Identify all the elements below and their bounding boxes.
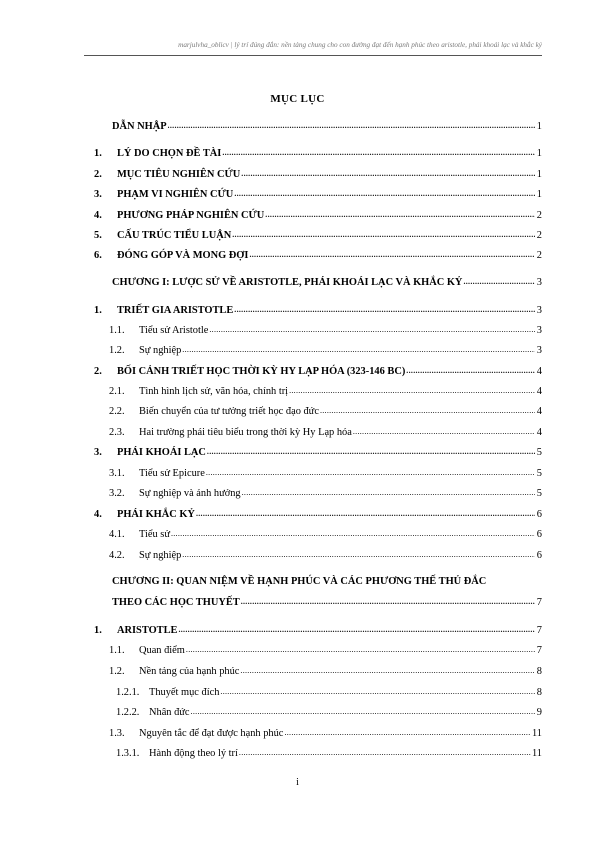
- toc-page-number: 2: [536, 230, 542, 241]
- toc-page-number: 6: [536, 509, 542, 520]
- toc-page-number: 5: [536, 447, 542, 458]
- dot-leader: [240, 664, 535, 677]
- toc-page-number: 1: [536, 169, 542, 180]
- dot-leader: [168, 119, 535, 132]
- toc-page-number: 3: [536, 305, 542, 316]
- toc-entry[interactable]: [109, 344, 542, 357]
- toc-entry-text: THEO CÁC HỌC THUYẾT: [112, 597, 240, 608]
- toc-entry-number: 1.: [94, 625, 102, 636]
- dot-leader: [463, 275, 535, 288]
- toc-entry-text: MỤC TIÊU NGHIÊN CỨU: [117, 169, 241, 180]
- toc-entry-text: LÝ DO CHỌN ĐỀ TÀI: [117, 148, 222, 159]
- toc-page-number: 7: [536, 645, 542, 656]
- toc-page-number: 7: [536, 625, 542, 636]
- toc-entry-number: 1.1.: [109, 325, 125, 336]
- toc-entry-text: Tiểu sử Epicure: [139, 468, 205, 479]
- toc-page-number: 3: [536, 345, 542, 356]
- toc-entry-text: ARISTOTLE: [117, 625, 178, 636]
- toc-entry[interactable]: [109, 487, 542, 500]
- dot-leader: [171, 527, 535, 540]
- dot-leader: [220, 685, 535, 698]
- dot-leader: [234, 303, 535, 316]
- toc-entry[interactable]: [116, 686, 542, 699]
- toc-page-number: 4: [536, 386, 542, 397]
- toc-page-number: 2: [536, 250, 542, 261]
- dot-leader: [320, 404, 535, 417]
- toc-entry[interactable]: [109, 727, 542, 740]
- toc-page-number: 5: [536, 488, 542, 499]
- toc-entry[interactable]: [109, 644, 542, 657]
- toc-entry-number: 2.: [94, 169, 102, 180]
- toc-entry-text: CẤU TRÚC TIỂU LUẬN: [117, 230, 232, 241]
- toc-entry-number: 1.: [94, 148, 102, 159]
- toc-entry[interactable]: [94, 508, 542, 521]
- toc-entry[interactable]: [116, 706, 542, 719]
- dot-leader: [353, 425, 535, 438]
- dot-leader: [209, 323, 535, 336]
- toc-entry-text: Hành động theo lý trí: [149, 748, 238, 759]
- dot-leader: [178, 623, 535, 636]
- toc-page-number: 6: [536, 550, 542, 561]
- toc-entry-number: 2.3.: [109, 427, 125, 438]
- toc-entry-number: 4.: [94, 509, 102, 520]
- toc-page-number: 3: [536, 325, 542, 336]
- toc-entry-text: CHƯƠNG I: LƯỢC SỬ VỀ ARISTOTLE, PHÁI KHOÁI LẠC VÀ KHẮC KỶ: [112, 277, 463, 288]
- dot-leader: [232, 228, 535, 241]
- toc-entry-text: Nền tảng của hạnh phúc: [139, 666, 240, 677]
- toc-entry[interactable]: [94, 229, 542, 242]
- toc-entry[interactable]: [94, 147, 542, 160]
- toc-entry-text: TRIẾT GIA ARISTOTLE: [117, 305, 234, 316]
- toc-page-number: 11: [531, 728, 542, 739]
- dot-leader: [289, 384, 535, 397]
- toc-entry-text: PHẠM VI NGHIÊN CỨU: [117, 189, 234, 200]
- toc-entry-text: PHÁI KHOÁI LẠC: [117, 447, 206, 458]
- dot-leader: [241, 167, 535, 180]
- dot-leader: [239, 746, 531, 759]
- toc-entry-number: 6.: [94, 250, 102, 261]
- toc-page-number: 9: [536, 707, 542, 718]
- toc-entry-text: Tình hình lịch sử, văn hóa, chính trị: [139, 386, 289, 397]
- toc-page-number: 5: [536, 468, 542, 479]
- toc-entry[interactable]: [94, 304, 542, 317]
- toc-page-number: 8: [536, 687, 542, 698]
- toc-page-number: 1: [536, 189, 542, 200]
- dot-leader: [284, 726, 531, 739]
- toc-entry-text: Sự nghiệp và ảnh hưởng: [139, 488, 241, 499]
- toc-entry-number: 3.: [94, 447, 102, 458]
- toc-entry[interactable]: [94, 365, 542, 378]
- header-rule: [84, 55, 542, 56]
- toc-entry-text: Hai trường phái tiêu biểu trong thời kỳ Hy Lạp hóa: [139, 427, 352, 438]
- toc-entry-text: Nhân đức: [149, 707, 190, 718]
- toc-entry-text: DẪN NHẬP: [112, 121, 167, 132]
- toc-page-number: 4: [536, 366, 542, 377]
- toc-entry-text: Thuyết mục đích: [149, 687, 220, 698]
- dot-leader: [406, 364, 535, 377]
- toc-page-number: 4: [536, 406, 542, 417]
- toc-entry[interactable]: [94, 446, 542, 459]
- toc-entry[interactable]: [109, 405, 542, 418]
- toc-page-number: 1: [536, 121, 542, 132]
- dot-leader: [234, 187, 535, 200]
- toc-entry-number: 4.: [94, 210, 102, 221]
- toc-entry-number: 1.1.: [109, 645, 125, 656]
- toc-title: MỤC LỤC: [270, 93, 325, 105]
- dot-leader: [182, 548, 535, 561]
- toc-entry-number: 1.: [94, 305, 102, 316]
- toc-entry-number: 4.2.: [109, 550, 125, 561]
- toc-entry[interactable]: [109, 528, 542, 541]
- toc-entry-number: 1.2.: [109, 666, 125, 677]
- toc-entry-number: 1.2.: [109, 345, 125, 356]
- toc-entry-number: 1.3.1.: [116, 748, 140, 759]
- toc-entry-chapter-2-line-1[interactable]: [112, 575, 542, 588]
- toc-entry[interactable]: [109, 426, 542, 439]
- toc-entry-text: ĐÓNG GÓP VÀ MONG ĐỢI: [117, 250, 249, 261]
- toc-entry-chapter-2-line-2[interactable]: [112, 596, 542, 609]
- toc-entry-text: Tiểu sử Aristotle: [139, 325, 209, 336]
- toc-page-number: 6: [536, 529, 542, 540]
- toc-entry-number: 2.1.: [109, 386, 125, 397]
- toc-entry-text: BỐI CẢNH TRIẾT HỌC THỜI KỲ HY LẠP HÓA (323-146 BC): [117, 366, 406, 377]
- toc-entry-text: PHƯƠNG PHÁP NGHIÊN CỨU: [117, 210, 265, 221]
- toc-entry-number: 3.1.: [109, 468, 125, 479]
- toc-page-number: 4: [536, 427, 542, 438]
- toc-entry[interactable]: [109, 467, 542, 480]
- dot-leader: [182, 343, 535, 356]
- page-number-footer: i: [296, 777, 299, 788]
- toc-page-number: 8: [536, 666, 542, 677]
- toc-entry-number: 5.: [94, 230, 102, 241]
- toc-entry[interactable]: [109, 665, 542, 678]
- toc-entry-text: Quan điểm: [139, 645, 185, 656]
- toc-entry-number: 1.3.: [109, 728, 125, 739]
- toc-page-number: 1: [536, 148, 542, 159]
- dot-leader: [207, 445, 535, 458]
- toc-entry[interactable]: [94, 188, 542, 201]
- toc-page-number: 7: [536, 597, 542, 608]
- toc-entry-text: Nguyên tắc để đạt được hạnh phúc: [139, 728, 284, 739]
- dot-leader: [265, 208, 535, 221]
- toc-entry-number: 1.2.1.: [116, 687, 140, 698]
- toc-entry[interactable]: [94, 168, 542, 181]
- toc-page-number: 3: [536, 277, 542, 288]
- toc-entry[interactable]: [94, 624, 542, 637]
- toc-entry[interactable]: [109, 324, 542, 337]
- toc-entry-number: 2.2.: [109, 406, 125, 417]
- toc-page-number: 11: [531, 748, 542, 759]
- dot-leader: [241, 595, 535, 608]
- toc-entry[interactable]: [94, 209, 542, 222]
- toc-entry-number: 4.1.: [109, 529, 125, 540]
- toc-entry-text: Sự nghiệp: [139, 345, 182, 356]
- toc-entry-text: Tiểu sử: [139, 529, 170, 540]
- toc-entry-number: 1.2.2.: [116, 707, 140, 718]
- dot-leader: [196, 507, 535, 520]
- toc-page-number: 2: [536, 210, 542, 221]
- toc-entry-text: CHƯƠNG II: QUAN NIỆM VỀ HẠNH PHÚC VÀ CÁC PHƯƠNG THẾ THỦ ĐẮC: [112, 576, 487, 587]
- toc-entry-number: 3.2.: [109, 488, 125, 499]
- toc-entry[interactable]: [109, 549, 542, 562]
- toc-entry-introduction[interactable]: [112, 120, 542, 133]
- toc-entry-number: 3.: [94, 189, 102, 200]
- dot-leader: [186, 643, 535, 656]
- toc-entry-text: Biến chuyển của tư tưởng triết học đạo đức: [139, 406, 319, 417]
- toc-entry-text: Sự nghiệp: [139, 550, 182, 561]
- toc-entry[interactable]: [109, 385, 542, 398]
- toc-entry[interactable]: [94, 249, 542, 262]
- dot-leader: [249, 248, 535, 261]
- dot-leader: [222, 146, 535, 159]
- toc-entry-chapter-1[interactable]: [112, 276, 542, 289]
- dot-leader: [206, 466, 535, 479]
- dot-leader: [191, 705, 535, 718]
- running-header: marjulvha_oblicv | lý trí đúng đắn: nền tảng chung cho con đường đạt đến hạnh phúc theo aristotle, phái khoái lạc và khắc kỷ: [178, 41, 542, 49]
- dot-leader: [242, 486, 535, 499]
- toc-entry-text: PHÁI KHẮC KỶ: [117, 509, 195, 520]
- toc-entry-number: 2.: [94, 366, 102, 377]
- toc-entry[interactable]: [116, 747, 542, 760]
